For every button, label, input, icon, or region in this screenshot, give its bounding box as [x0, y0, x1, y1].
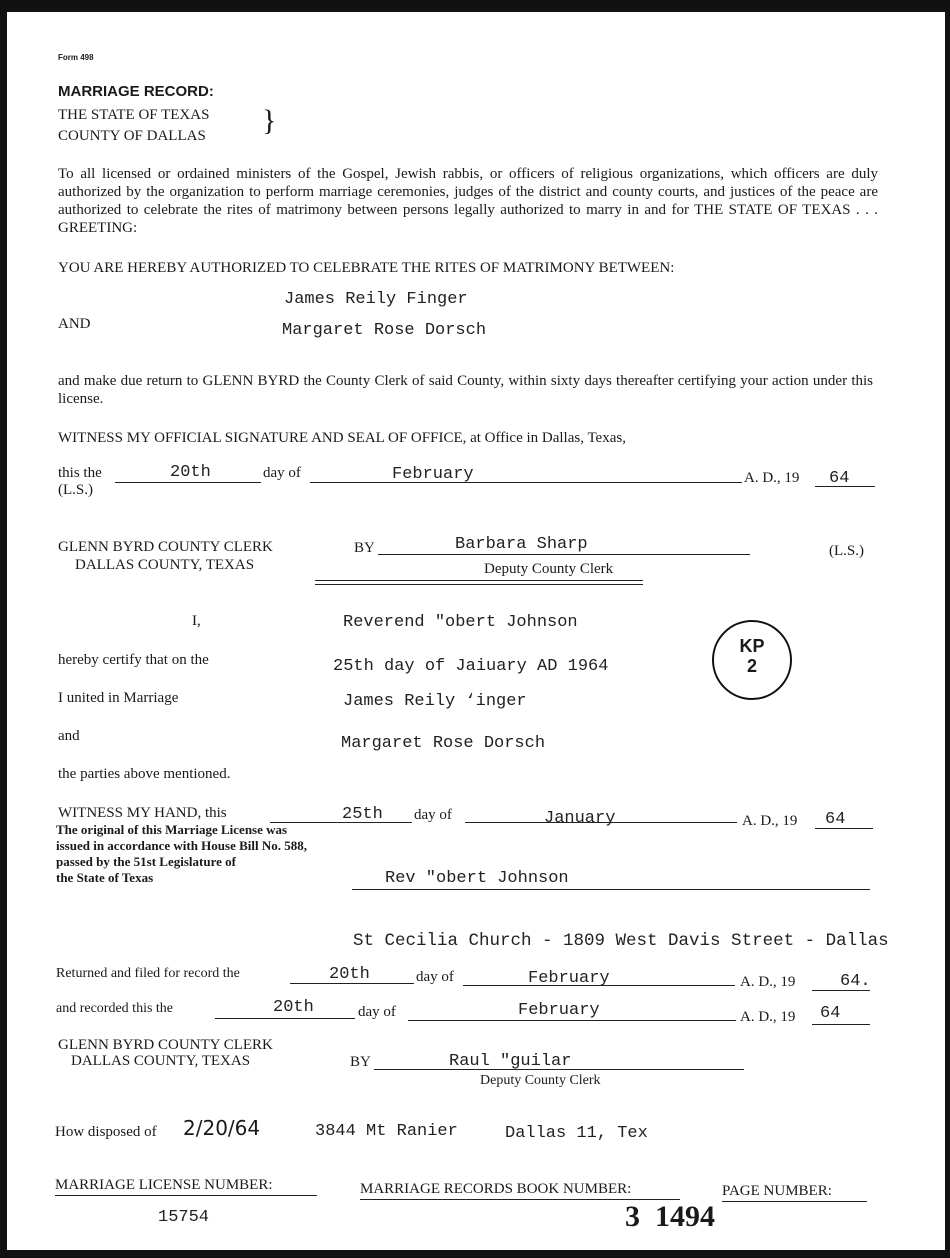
license-number-rule	[55, 1195, 317, 1196]
kp-stamp	[712, 620, 792, 700]
certificate-and-label: and	[58, 728, 80, 744]
state-line: THE STATE OF TEXAS	[58, 107, 210, 123]
certificate-date: 25th day of Jaiuary AD 1964	[333, 657, 609, 676]
returned-year: 64.	[840, 972, 871, 991]
recorded-ad-label: A. D., 19	[740, 1009, 796, 1025]
disposed-label: How disposed of	[55, 1124, 157, 1140]
clerk-signature-line	[378, 554, 750, 555]
recorded-year: 64	[820, 1004, 841, 1023]
issue-this-the-label: this the	[58, 465, 102, 481]
page-number-label: PAGE NUMBER:	[722, 1183, 832, 1199]
legislature-note-line2: issued in accordance with House Bill No. 588,	[56, 838, 307, 853]
recorded-day-of-label: day of	[358, 1004, 396, 1020]
brace-icon: }	[262, 104, 277, 137]
page-number-rule	[722, 1201, 867, 1202]
clerk2-deputy-signature: Raul "guilar	[449, 1052, 572, 1071]
returned-label: Returned and filed for record the	[56, 966, 240, 981]
issue-month: February	[392, 465, 474, 484]
witness-year: 64	[825, 810, 846, 829]
issue-ad-label: A. D., 19	[744, 470, 800, 486]
disposed-address: 3844 Mt Ranier	[315, 1122, 458, 1141]
and-label: AND	[58, 316, 91, 332]
page-number: 1494	[655, 1200, 715, 1233]
scan-edge-top	[0, 0, 950, 12]
officiant-address: St Cecilia Church - 1809 West Davis Street - Dallas	[353, 931, 889, 951]
recorded-month-line	[408, 1020, 736, 1021]
certificate-bride: Margaret Rose Dorsch	[341, 734, 546, 753]
certificate-officiant: Reverend "obert Johnson	[343, 613, 578, 632]
scan-edge-left	[0, 0, 7, 1258]
book-number-label: MARRIAGE RECORDS BOOK NUMBER:	[360, 1181, 632, 1197]
county-line: COUNTY OF DALLAS	[58, 128, 206, 144]
issue-ls-label: (L.S.)	[58, 482, 93, 498]
stamp-line1: KP	[739, 636, 765, 656]
clerk2-name: GLENN BYRD COUNTY CLERK	[58, 1037, 273, 1053]
certificate-certify-label: hereby certify that on the	[58, 652, 209, 668]
book-number: 3	[625, 1200, 640, 1233]
recorded-day: 20th	[273, 998, 314, 1017]
officiant-signature-line	[352, 889, 870, 890]
clerk-ls-label: (L.S.)	[829, 543, 864, 559]
scan-edge-bottom	[0, 1250, 950, 1258]
returned-day: 20th	[329, 965, 370, 984]
scan-edge-right	[945, 0, 950, 1258]
record-title: MARRIAGE RECORD:	[58, 83, 214, 100]
issue-day-line	[115, 482, 261, 483]
legislature-note-line4: the State of Texas	[56, 870, 154, 885]
clerk-deputy-signature: Barbara Sharp	[455, 535, 588, 554]
clerk2-deputy-title: Deputy County Clerk	[480, 1073, 601, 1088]
clerk2-county: DALLAS COUNTY, TEXAS	[71, 1053, 251, 1069]
certificate-groom: James Reily ‘inger	[343, 692, 527, 711]
form-number: Form 498	[58, 53, 94, 62]
preamble-paragraph: To all licensed or ordained ministers of the Gospel, Jewish rabbis, or officers of religious organizations, which officers are duly authorized by the organization to perform marriage ceremonies, judges of the district and county courts, and justices of the peace are authorized to celebrate the rites of matrimony between persons legally authorized to marry in and for THE STATE OF TEXAS . . . GREETING:	[58, 166, 878, 236]
recorded-month: February	[518, 1001, 600, 1020]
issue-day-of-label: day of	[263, 465, 301, 481]
witness-ad-label: A. D., 19	[742, 813, 798, 829]
legislature-note-line3: passed by the 51st Legislature of	[56, 854, 236, 869]
clerk-double-rule	[315, 580, 643, 585]
authorization-line: YOU ARE HEREBY AUTHORIZED TO CELEBRATE THE RITES OF MATRIMONY BETWEEN:	[58, 260, 675, 276]
clerk-name: GLENN BYRD COUNTY CLERK	[58, 539, 273, 555]
recorded-day-line	[215, 1018, 355, 1019]
clerk-by-label: BY	[354, 540, 375, 556]
legislature-note-line1: The original of this Marriage License was	[56, 822, 288, 837]
returned-day-of-label: day of	[416, 969, 454, 985]
recorded-year-line	[812, 1024, 870, 1025]
issue-month-line	[310, 482, 742, 483]
recorded-label: and recorded this the	[56, 1001, 174, 1016]
clerk-county: DALLAS COUNTY, TEXAS	[75, 557, 255, 573]
stamp-line2: 2	[746, 656, 757, 676]
witness-month: January	[544, 809, 616, 828]
officiant-signature: Rev "obert Johnson	[385, 869, 569, 888]
license-number: 15754	[158, 1208, 210, 1227]
disposed-date: 2/20/64	[183, 1116, 261, 1140]
issue-day: 20th	[170, 463, 211, 482]
clerk2-by-label: BY	[350, 1054, 371, 1070]
clerk-deputy-title: Deputy County Clerk	[484, 561, 614, 577]
returned-ad-label: A. D., 19	[740, 974, 796, 990]
certificate-united-label: I united in Marriage	[58, 690, 179, 706]
returned-month: February	[528, 969, 610, 988]
certificate-i-label: I,	[192, 613, 201, 629]
certificate-parties-label: the parties above mentioned.	[58, 766, 231, 782]
license-number-label: MARRIAGE LICENSE NUMBER:	[55, 1177, 273, 1193]
bride-name: Margaret Rose Dorsch	[282, 321, 487, 340]
witness-hand-label: WITNESS MY HAND, this	[58, 805, 227, 821]
witness-day-of-label: day of	[414, 807, 452, 823]
disposed-city: Dallas 11, Tex	[505, 1124, 648, 1143]
issue-year: 64	[829, 469, 850, 488]
witness-day-line	[270, 822, 412, 823]
witness-day: 25th	[342, 805, 383, 824]
witness-seal-line: WITNESS MY OFFICIAL SIGNATURE AND SEAL OF OFFICE, at Office in Dallas, Texas,	[58, 430, 626, 446]
groom-name: James Reily Finger	[284, 290, 468, 309]
return-paragraph: and make due return to GLENN BYRD the County Clerk of said County, within sixty days thereafter certifying your action under this license.	[58, 373, 873, 407]
